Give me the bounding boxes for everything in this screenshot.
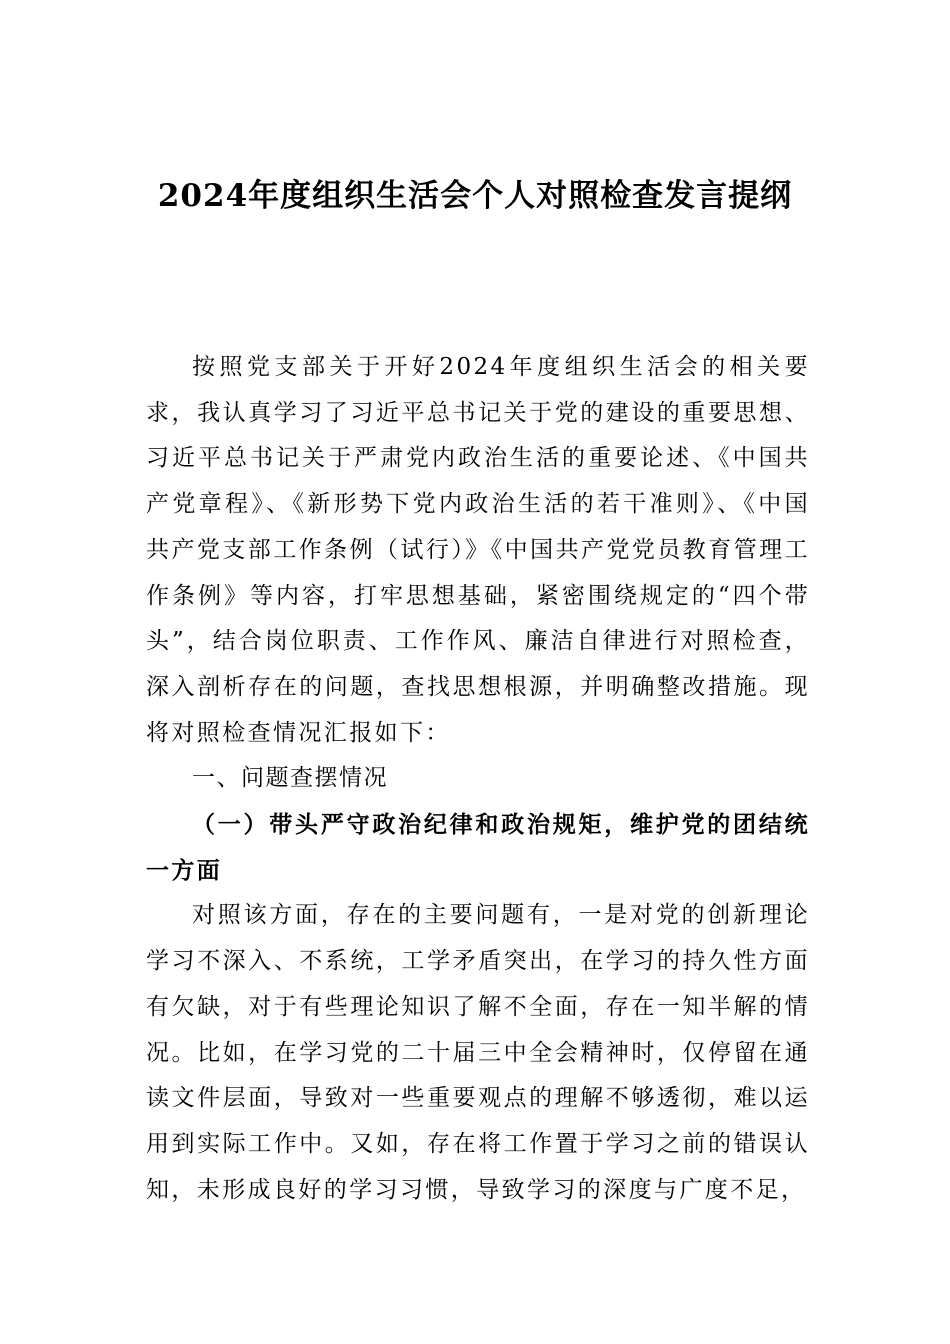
intro-paragraph: 按照党支部关于开好2024年度组织生活会的相关要求，我认真学习了习近平总书记关于党的建设的重要思想、习近平总书记关于严肃党内政治生活的重要论述、《中国共产党章程》、《新形势下党内政治生活的若干准则》、《中国共产党支部工作条例（试行）》《中国共产党党员教育管理工作条例》等内容，打牢思想基础，紧密围绕规定的“四个带头”，结合岗位职责、工作作风、廉洁自律进行对照检查，深入剖析存在的问题，查找思想根源，并明确整改措施。现将对照检查情况汇报如下： — [146, 354, 810, 746]
subsection-body-paragraph: 对照该方面，存在的主要问题有，一是对党的创新理论学习不深入、不系统，工学矛盾突出，在学习的持久性方面有欠缺，对于有些理论知识了解不全面，存在一知半解的情况。比如，在学习党的二十届三中全会精神时，仅停留在通读文件层面，导致对一些重要观点的理解不够透彻，难以运用到实际工作中。又如，存在将工作置于学习之前的错误认知，未形成良好的学习习惯，导致学习的深度与广度不足， — [146, 902, 810, 1203]
document-title: 2024年度组织生活会个人对照检查发言提纲 — [157, 178, 793, 214]
section-heading-problems: 一、问题查摆情况 — [192, 765, 388, 792]
subsection-heading-political-discipline: （一）带头严守政治纪律和政治规矩，维护党的团结统一方面 — [146, 811, 810, 884]
document-body — [146, 345, 810, 1213]
